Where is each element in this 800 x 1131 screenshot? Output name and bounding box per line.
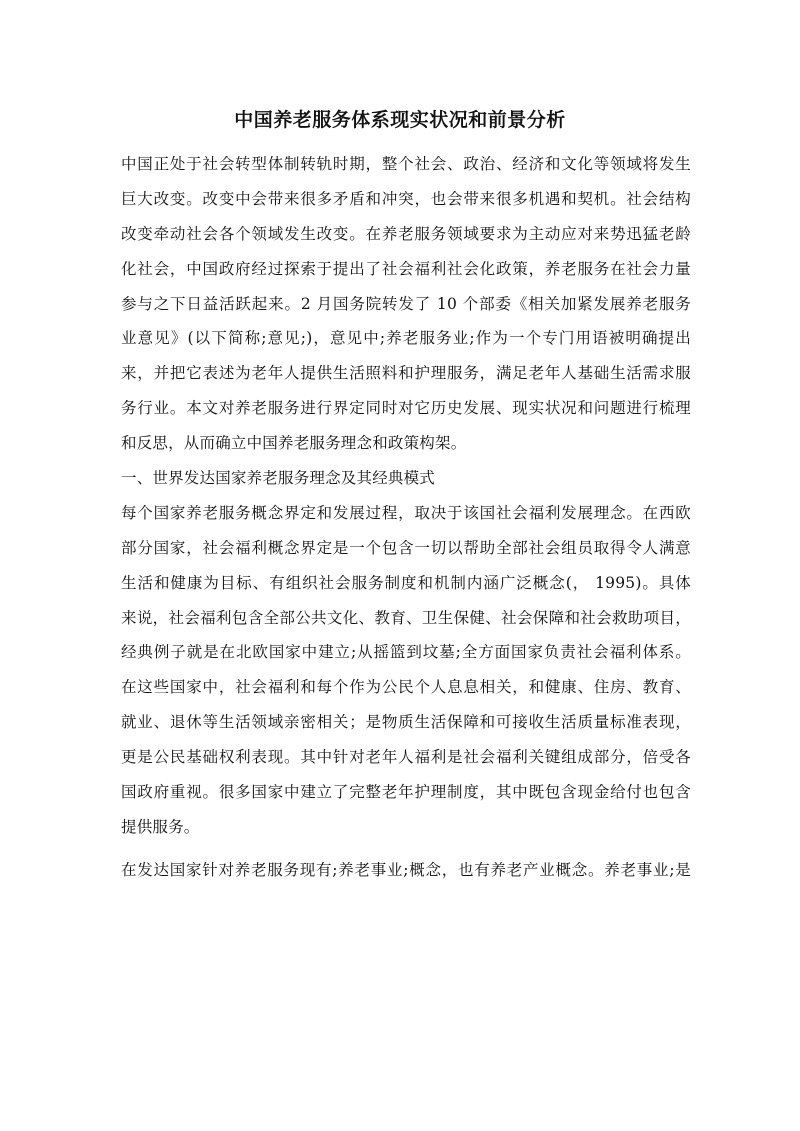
text-line: 和反思，从而确立中国养老服务理念和政策构架。 bbox=[121, 434, 467, 453]
text-line: 化社会，中国政府经过探索于提出了社会福利社会化政策，养老服务在社会力量 bbox=[121, 259, 691, 278]
section-heading-text: 一、世界发达国家养老服务理念及其经典模式 bbox=[121, 469, 436, 488]
text-line: 巨大改变。改变中会带来很多矛盾和冲突，也会带来很多机遇和契机。社会结构 bbox=[121, 189, 691, 208]
document-body bbox=[121, 147, 691, 888]
document-title: 中国养老服务体系现实状况和前景分析 bbox=[234, 109, 566, 131]
text-line: 参与之下日益活跃起来。2 月国务院转发了 10 个部委《相关加紧发展养老服务 bbox=[121, 294, 691, 313]
text-line: 更是公民基础权利表现。其中针对老年人福利是社会福利关键组成部分，倍受各 bbox=[121, 748, 691, 767]
paragraph-spacer bbox=[121, 845, 691, 853]
paragraph-developed-countries bbox=[121, 853, 691, 888]
text-line: 业意见》(以下简称;意见;)，意见中;养老服务业;作为一个专门用语被明确提出 bbox=[121, 329, 691, 348]
text-line: 来说，社会福利包含全部公共文化、教育、卫生保健、社会保障和社会救助项目， bbox=[121, 608, 691, 627]
text-line: 务行业。本文对养老服务进行界定同时对它历史发展、现实状况和问题进行梳理 bbox=[121, 399, 691, 418]
text-line: 部分国家，社会福利概念界定是一个包含一切以帮助全部社会组员取得令人满意 bbox=[121, 538, 691, 557]
section-heading bbox=[121, 461, 691, 496]
text-line: 提供服务。 bbox=[121, 817, 200, 836]
text-line: 在这些国家中，社会福利和每个作为公民个人息息相关，和健康、住房、教育、 bbox=[121, 678, 691, 697]
paragraph-intro bbox=[121, 147, 691, 461]
paragraph-welfare bbox=[121, 496, 691, 845]
text-line: 生活和健康为目标、有组织社会服务制度和机制内涵广泛概念(， 1995)。具体 bbox=[121, 573, 691, 592]
text-line: 在发达国家针对养老服务现有;养老事业;概念，也有养老产业概念。养老事业;是 bbox=[121, 860, 691, 879]
text-line: 国政府重视。很多国家中建立了完整老年护理制度，其中既包含现金给付也包含 bbox=[121, 783, 691, 802]
text-line: 中国正处于社会转型体制转轨时期，整个社会、政治、经济和文化等领域将发生 bbox=[121, 155, 691, 173]
text-line: 经典例子就是在北欧国家中建立;从摇篮到坟墓;全方面国家负责社会福利体系。 bbox=[121, 643, 691, 662]
text-line: 每个国家养老服务概念界定和发展过程，取决于该国社会福利发展理念。在西欧 bbox=[121, 503, 691, 522]
text-line: 就业、退休等生活领域亲密相关；是物质生活保障和可接收生活质量标准表现， bbox=[121, 713, 691, 732]
text-line: 改变牵动社会各个领域发生改变。在养老服务领域要求为主动应对来势迅猛老龄 bbox=[121, 224, 691, 243]
text-line: 来，并把它表述为老年人提供生活照料和护理服务，满足老年人基础生活需求服 bbox=[121, 364, 691, 383]
